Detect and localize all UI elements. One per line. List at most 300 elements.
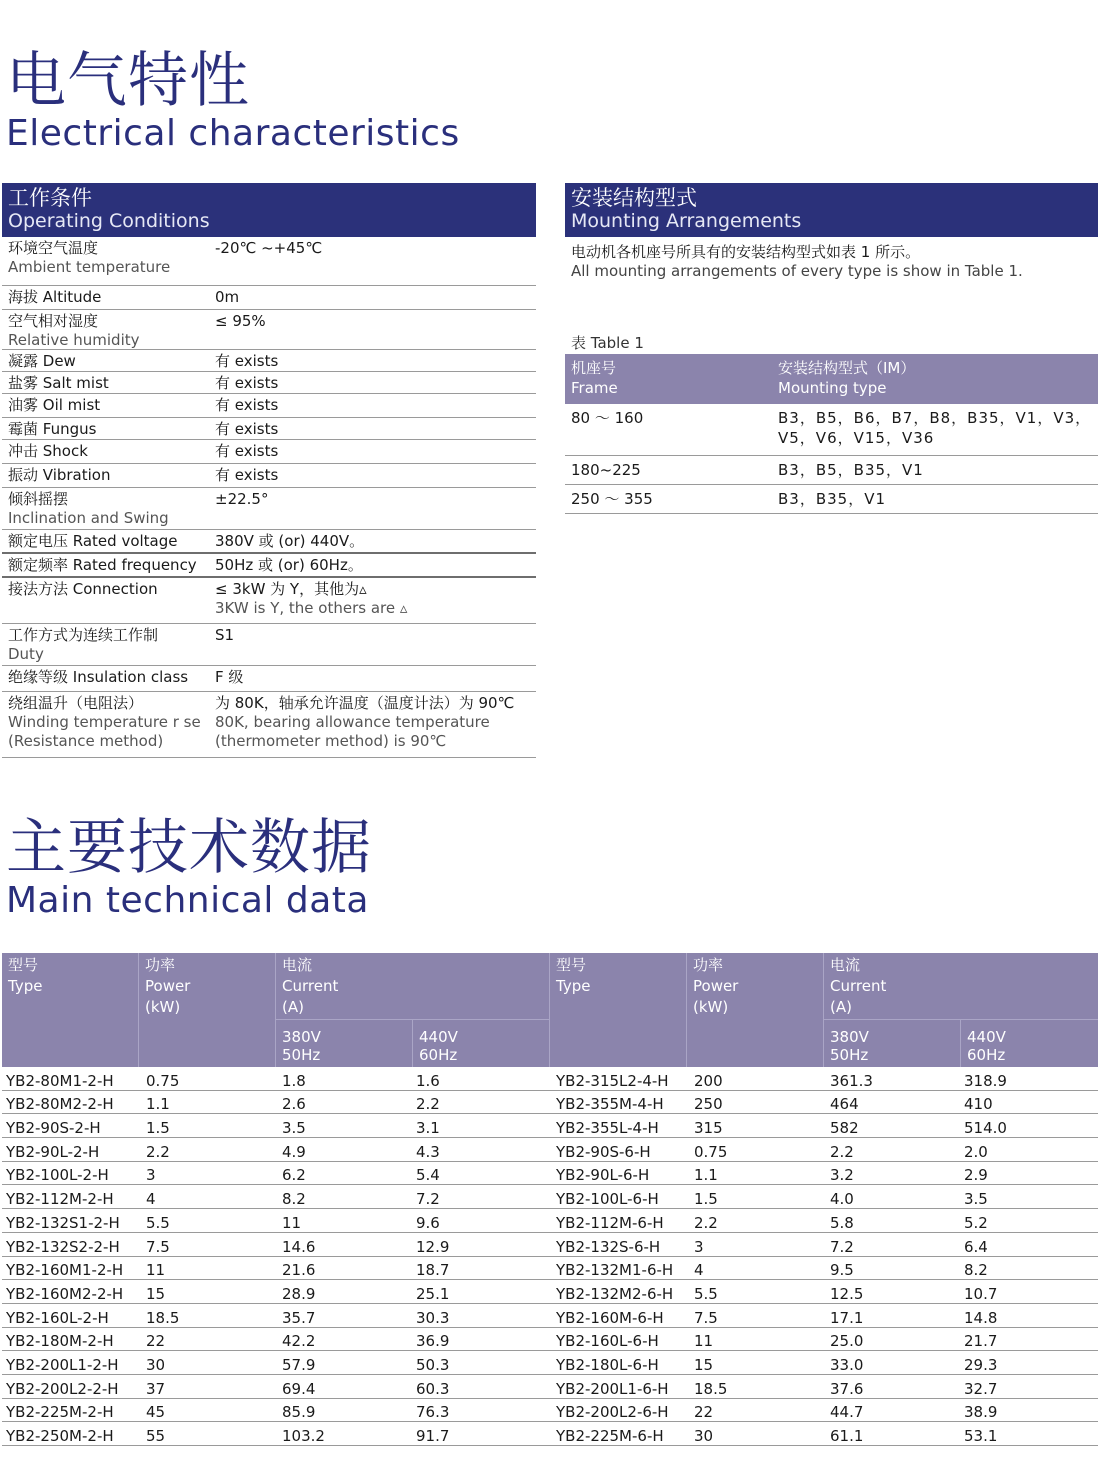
current-440-cell: 21.7	[964, 1332, 998, 1351]
type-cell: YB2-132S1-2-H	[6, 1213, 120, 1232]
condition-value	[209, 352, 536, 371]
power-cell: 4	[694, 1261, 704, 1280]
condition-value	[209, 466, 536, 487]
mounting-row	[565, 485, 1098, 514]
condition-value-main: -20℃ ~+45℃	[215, 239, 323, 257]
condition-label-cn: 盐雾 Salt mist	[8, 374, 109, 392]
condition-label-cn: 工作方式为连续工作制	[8, 626, 159, 644]
table-row-right	[550, 1403, 1098, 1421]
power-cell: 11	[694, 1332, 714, 1351]
hz50-label: 50Hz	[282, 1046, 321, 1064]
condition-value-main: 有 exists	[215, 352, 279, 370]
current-380-cell: 37.6	[830, 1379, 864, 1398]
condition-value	[209, 442, 536, 463]
v380-header-right	[824, 1025, 960, 1068]
condition-label	[2, 239, 209, 285]
current-440-cell: 12.9	[416, 1237, 450, 1256]
table-row-left	[2, 1190, 550, 1208]
type-cell: YB2-112M-2-H	[6, 1190, 114, 1209]
table-row	[2, 1422, 1098, 1446]
current-380-cell: 61.1	[830, 1427, 864, 1445]
operating-rows	[2, 237, 536, 758]
header-divider	[686, 953, 687, 1067]
operating-conditions	[2, 183, 536, 758]
type-cell: YB2-355M-4-H	[556, 1095, 664, 1114]
table-row-right	[550, 1285, 1098, 1303]
condition-label-cn: 倾斜摇摆	[8, 490, 69, 508]
header-divider	[138, 953, 139, 1067]
operating-header-en: Operating Conditions	[8, 210, 210, 232]
current-440-cell: 4.3	[416, 1142, 440, 1161]
current-380-cell: 28.9	[282, 1284, 316, 1303]
current-380-cell: 17.1	[830, 1308, 864, 1327]
type-header-cn: 型号	[556, 956, 587, 974]
technical-data-table	[2, 953, 1098, 1446]
current-440-cell: 2.0	[964, 1142, 988, 1161]
table-row-left	[2, 1119, 550, 1137]
condition-value-sub: 3KW is Y, the others are ▵	[215, 599, 408, 617]
power-cell: 4	[146, 1190, 156, 1209]
power-cell: 22	[146, 1332, 166, 1351]
table-row-right	[550, 1332, 1098, 1350]
power-cell: 0.75	[146, 1071, 180, 1090]
type-header-en: Type	[556, 977, 591, 995]
power-cell: 22	[694, 1403, 714, 1422]
current-380-cell: 1.8	[282, 1071, 306, 1090]
operating-row	[2, 350, 536, 372]
current-440-cell: 91.7	[416, 1427, 450, 1445]
v440-header-left	[413, 1025, 549, 1068]
current-380-cell: 69.4	[282, 1379, 316, 1398]
type-cell: YB2-90L-6-H	[556, 1166, 650, 1185]
table-row	[2, 1185, 1098, 1209]
hz50-label: 50Hz	[830, 1046, 869, 1064]
current-440-cell: 6.4	[964, 1237, 988, 1256]
condition-label-cn: 油雾 Oil mist	[8, 396, 101, 414]
current-380-cell: 4.0	[830, 1190, 854, 1209]
power-cell: 18.5	[146, 1308, 180, 1327]
technical-table-body	[2, 1067, 1098, 1446]
current-440-cell: 30.3	[416, 1308, 450, 1327]
table-row-left	[2, 1332, 550, 1350]
type-cell: YB2-160M2-2-H	[6, 1284, 124, 1303]
table-row-left	[2, 1238, 550, 1256]
mounting-row	[565, 456, 1098, 485]
current-380-cell: 464	[830, 1095, 859, 1114]
power-cell: 315	[694, 1119, 723, 1138]
type-header-right	[550, 953, 686, 999]
table-row	[2, 1114, 1098, 1138]
type-cell: YB2-200L2-6-H	[556, 1403, 669, 1422]
type-cell: YB2-160M1-2-H	[6, 1261, 124, 1280]
condition-value-main: 为 80K，轴承允许温度（温度计法）为 90℃	[215, 694, 515, 712]
condition-label	[2, 312, 209, 349]
operating-row	[2, 624, 536, 666]
current-440-cell: 38.9	[964, 1403, 998, 1422]
power-cell: 1.5	[694, 1190, 718, 1209]
technical-table-header	[2, 953, 1098, 1067]
condition-label	[2, 442, 209, 463]
current-440-cell: 410	[964, 1095, 993, 1114]
current-440-cell: 2.9	[964, 1166, 988, 1185]
condition-label-cn: 霉菌 Fungus	[8, 420, 97, 438]
current-440-cell: 18.7	[416, 1261, 450, 1280]
current-header-right	[824, 953, 1098, 1020]
operating-row	[2, 310, 536, 350]
mounting-row	[565, 404, 1098, 456]
table-row-left	[2, 1214, 550, 1232]
power-header-cn: 功率	[693, 956, 724, 974]
type-cell: YB2-355L-4-H	[556, 1119, 659, 1138]
operating-row	[2, 440, 536, 464]
main-title-en: Main technical data	[6, 880, 369, 921]
condition-label	[2, 420, 209, 439]
power-cell: 37	[146, 1379, 166, 1398]
current-header-en: Current	[830, 977, 887, 995]
power-cell: 0.75	[694, 1142, 728, 1161]
current-380-cell: 12.5	[830, 1284, 864, 1303]
mounting-desc-cn: 电动机各机座号所具有的安装结构型式如表 1 所示。	[571, 243, 921, 261]
current-380-cell: 6.2	[282, 1166, 306, 1185]
hz60-label: 60Hz	[419, 1046, 458, 1064]
current-380-cell: 5.8	[830, 1213, 854, 1232]
condition-label	[2, 288, 209, 309]
type-cell: YB2-80M2-2-H	[6, 1095, 114, 1114]
type-header-en: Type	[8, 977, 43, 995]
current-440-cell: 29.3	[964, 1355, 998, 1374]
current-380-cell: 103.2	[282, 1427, 325, 1445]
condition-label-cn: 振动 Vibration	[8, 466, 111, 484]
current-440-cell: 76.3	[416, 1403, 450, 1422]
v380-label: 380V	[282, 1028, 321, 1046]
table-row-left	[2, 1309, 550, 1327]
current-440-cell: 8.2	[964, 1261, 988, 1280]
power-cell: 5.5	[694, 1284, 718, 1303]
type-cell: YB2-100L-2-H	[6, 1166, 109, 1185]
current-380-cell: 7.2	[830, 1237, 854, 1256]
table-row	[2, 1233, 1098, 1257]
type-cell: YB2-132M2-6-H	[556, 1284, 674, 1303]
electrical-title	[6, 48, 460, 154]
table-row	[2, 1351, 1098, 1375]
table-row	[2, 1209, 1098, 1233]
table-row	[2, 1257, 1098, 1281]
type-cell: YB2-90S-2-H	[6, 1119, 101, 1138]
table-row	[2, 1304, 1098, 1328]
table-row-left	[2, 1356, 550, 1374]
current-380-cell: 2.2	[830, 1142, 854, 1161]
type-cell: YB2-100L-6-H	[556, 1190, 659, 1209]
condition-label-cn: 空气相对湿度	[8, 312, 99, 330]
mounting-header-en: Mounting Arrangements	[571, 210, 802, 232]
header-divider	[275, 953, 276, 1067]
condition-value	[209, 396, 536, 417]
table-row-right	[550, 1238, 1098, 1256]
table-row-right	[550, 1427, 1098, 1445]
condition-value-main: ≤ 3kW 为 Y，其他为▵	[215, 580, 367, 598]
current-380-cell: 33.0	[830, 1355, 864, 1374]
table-row-right	[550, 1380, 1098, 1398]
table-row-left	[2, 1427, 550, 1445]
condition-value-main: 有 exists	[215, 442, 279, 460]
current-380-cell: 44.7	[830, 1403, 864, 1422]
current-header-unit: (A)	[830, 998, 852, 1016]
condition-label-cn: 额定电压 Rated voltage	[8, 532, 178, 550]
current-header-left	[276, 953, 550, 1020]
current-380-cell: 361.3	[830, 1071, 873, 1090]
type-cell: YB2-112M-6-H	[556, 1213, 664, 1232]
power-cell: 18.5	[694, 1379, 728, 1398]
power-cell: 250	[694, 1095, 723, 1114]
condition-value-main: ≤ 95%	[215, 312, 266, 330]
power-cell: 30	[146, 1355, 166, 1374]
type-header-cn: 型号	[8, 956, 39, 974]
table-row-right	[550, 1095, 1098, 1113]
table-row-right	[550, 1072, 1098, 1090]
current-440-cell: 3.5	[964, 1190, 988, 1209]
type-cell: YB2-132M1-6-H	[556, 1261, 674, 1280]
condition-label-en: Inclination and Swing	[8, 509, 169, 527]
current-380-cell: 42.2	[282, 1332, 316, 1351]
current-440-cell: 2.2	[416, 1095, 440, 1114]
mounting-header	[565, 183, 1098, 237]
table-row	[2, 1375, 1098, 1399]
condition-value	[209, 626, 536, 665]
type-cell: YB2-225M-6-H	[556, 1427, 664, 1445]
condition-label	[2, 580, 209, 623]
current-380-cell: 25.0	[830, 1332, 864, 1351]
table-row-left	[2, 1095, 550, 1113]
electrical-title-cn: 电气特性	[6, 46, 250, 116]
operating-row	[2, 666, 536, 692]
current-440-cell: 60.3	[416, 1379, 450, 1398]
frame-cell: 180~225	[571, 461, 641, 479]
header-divider	[549, 953, 550, 1067]
table-row	[2, 1067, 1098, 1091]
power-cell: 11	[146, 1261, 166, 1280]
condition-label-cn: 接法方法 Connection	[8, 580, 158, 598]
electrical-title-en: Electrical characteristics	[6, 113, 460, 154]
condition-label	[2, 668, 209, 691]
main-title-cn: 主要技术数据	[6, 813, 372, 883]
mounting-table-header	[565, 354, 1098, 404]
current-380-cell: 3.5	[282, 1119, 306, 1138]
table-row-right	[550, 1190, 1098, 1208]
header-divider	[960, 1019, 961, 1067]
operating-row	[2, 372, 536, 394]
power-cell: 5.5	[146, 1213, 170, 1232]
mounting-type-cell: B3，B5，B35，V1	[778, 461, 924, 479]
operating-row	[2, 237, 536, 286]
frame-header-en: Frame	[571, 379, 618, 397]
current-440-cell: 32.7	[964, 1379, 998, 1398]
current-440-cell: 7.2	[416, 1190, 440, 1209]
type-cell: YB2-160L-6-H	[556, 1332, 659, 1351]
condition-value-main: ±22.5°	[215, 490, 269, 508]
condition-label-cn: 冲击 Shock	[8, 442, 88, 460]
power-cell: 1.1	[146, 1095, 170, 1114]
current-440-cell: 9.6	[416, 1213, 440, 1232]
condition-value-main: 50Hz 或 (or) 60Hz。	[215, 556, 363, 574]
condition-label	[2, 556, 209, 576]
table-row	[2, 1280, 1098, 1304]
operating-row	[2, 530, 536, 554]
condition-value	[209, 420, 536, 439]
current-440-cell: 5.4	[416, 1166, 440, 1185]
mounting-description	[565, 237, 1098, 333]
table-row	[2, 1138, 1098, 1162]
current-440-cell: 14.8	[964, 1308, 998, 1327]
operating-row	[2, 464, 536, 488]
table-caption: 表 Table 1	[571, 334, 644, 352]
v440-header-right	[961, 1025, 1097, 1068]
type-cell: YB2-315L2-4-H	[556, 1071, 669, 1090]
table-row-left	[2, 1143, 550, 1161]
current-380-cell: 14.6	[282, 1237, 316, 1256]
v440-label: 440V	[419, 1028, 458, 1046]
mounting-type-header-en: Mounting type	[778, 379, 887, 397]
current-440-cell: 514.0	[964, 1119, 1007, 1138]
power-cell: 7.5	[146, 1237, 170, 1256]
current-380-cell: 57.9	[282, 1355, 316, 1374]
current-380-cell: 85.9	[282, 1403, 316, 1422]
condition-value-sub: 80K, bearing allowance temperature (thermometer method) is 90℃	[215, 713, 490, 750]
mounting-arrangements	[565, 183, 1098, 514]
operating-row	[2, 554, 536, 578]
mounting-type-cell: B3，B5，B6，B7，B8，B35，V1，V3，V5，V6，V15，V36	[778, 409, 1092, 447]
condition-label-cn: 绝缘等级 Insulation class	[8, 668, 189, 686]
condition-value	[209, 374, 536, 393]
condition-label	[2, 374, 209, 393]
frame-cell: 80 ～ 160	[571, 409, 644, 427]
type-cell: YB2-90S-6-H	[556, 1142, 651, 1161]
operating-row	[2, 286, 536, 310]
condition-value	[209, 580, 536, 623]
condition-value-main: 有 exists	[215, 374, 279, 392]
current-440-cell: 36.9	[416, 1332, 450, 1351]
table-row-right	[550, 1166, 1098, 1184]
header-divider	[823, 953, 824, 1067]
current-380-cell: 2.6	[282, 1095, 306, 1114]
table-row-right	[550, 1143, 1098, 1161]
current-380-cell: 21.6	[282, 1261, 316, 1280]
mounting-table-rows	[565, 404, 1098, 514]
type-cell: YB2-200L1-2-H	[6, 1355, 119, 1374]
power-header-en: Power	[693, 977, 739, 995]
condition-value	[209, 556, 536, 576]
condition-value	[209, 239, 536, 285]
condition-label	[2, 352, 209, 371]
type-cell: YB2-200L1-6-H	[556, 1379, 669, 1398]
power-cell: 45	[146, 1403, 166, 1422]
type-cell: YB2-160L-2-H	[6, 1308, 109, 1327]
power-cell: 200	[694, 1071, 723, 1090]
condition-label	[2, 466, 209, 487]
table-row-left	[2, 1285, 550, 1303]
current-380-cell: 4.9	[282, 1142, 306, 1161]
mounting-type-header-cn: 安装结构型式（IM）	[778, 359, 916, 377]
condition-value-main: 有 exists	[215, 396, 279, 414]
condition-value-main: 有 exists	[215, 420, 279, 438]
current-380-cell: 11	[282, 1213, 302, 1232]
operating-row	[2, 488, 536, 530]
condition-value	[209, 312, 536, 349]
frame-header-cn: 机座号	[571, 359, 617, 377]
v380-header-left	[276, 1025, 412, 1068]
condition-value	[209, 668, 536, 691]
condition-value-main: 0m	[215, 288, 240, 306]
table-row-left	[2, 1072, 550, 1090]
table-row	[2, 1328, 1098, 1352]
table-row-left	[2, 1166, 550, 1184]
type-cell: YB2-132S-6-H	[556, 1237, 661, 1256]
condition-value-main: S1	[215, 626, 235, 644]
current-header-unit: (A)	[282, 998, 304, 1016]
power-header-unit: (kW)	[145, 998, 181, 1016]
main-data-title	[6, 815, 372, 921]
v440-label: 440V	[967, 1028, 1006, 1046]
operating-header	[2, 183, 536, 237]
condition-value	[209, 532, 536, 552]
operating-row	[2, 692, 536, 758]
condition-label-cn: 额定频率 Rated frequency	[8, 556, 197, 574]
condition-value-main: F 级	[215, 668, 244, 686]
header-divider	[276, 1019, 549, 1020]
frame-cell: 250 ～ 355	[571, 490, 653, 508]
current-440-cell: 318.9	[964, 1071, 1007, 1090]
condition-label-cn: 凝露 Dew	[8, 352, 76, 370]
table-row	[2, 1162, 1098, 1186]
power-cell: 2.2	[146, 1142, 170, 1161]
table-row	[2, 1091, 1098, 1115]
current-header-cn: 电流	[830, 956, 861, 974]
type-cell: YB2-90L-2-H	[6, 1142, 100, 1161]
mounting-header-cn: 安装结构型式	[571, 186, 697, 210]
power-cell: 1.1	[694, 1166, 718, 1185]
current-440-cell: 53.1	[964, 1427, 998, 1445]
table-row-right	[550, 1261, 1098, 1279]
condition-label-en: Duty	[8, 645, 44, 663]
hz60-label: 60Hz	[967, 1046, 1006, 1064]
header-divider	[412, 1019, 413, 1067]
condition-label	[2, 490, 209, 529]
operating-row	[2, 418, 536, 440]
table-row-right	[550, 1309, 1098, 1327]
v380-label: 380V	[830, 1028, 869, 1046]
type-cell: YB2-132S2-2-H	[6, 1237, 120, 1256]
power-cell: 15	[694, 1355, 714, 1374]
condition-value	[209, 694, 536, 757]
power-cell: 3	[694, 1237, 704, 1256]
table-row-right	[550, 1119, 1098, 1137]
operating-row	[2, 394, 536, 418]
condition-label	[2, 626, 209, 665]
current-440-cell: 25.1	[416, 1284, 450, 1303]
condition-label-en: Relative humidity	[8, 331, 140, 349]
current-380-cell: 35.7	[282, 1308, 316, 1327]
condition-value	[209, 288, 536, 309]
current-380-cell: 582	[830, 1119, 859, 1138]
power-header-unit: (kW)	[693, 998, 729, 1016]
condition-label-en: Winding temperature r se (Resistance method)	[8, 713, 201, 750]
power-header-cn: 功率	[145, 956, 176, 974]
type-cell: YB2-160M-6-H	[556, 1308, 664, 1327]
type-cell: YB2-200L2-2-H	[6, 1379, 119, 1398]
current-440-cell: 3.1	[416, 1119, 440, 1138]
mounting-desc-en: All mounting arrangements of every type is show in Table 1.	[571, 262, 1023, 280]
table-row-right	[550, 1356, 1098, 1374]
mounting-type-cell: B3，B35，V1	[778, 490, 887, 508]
